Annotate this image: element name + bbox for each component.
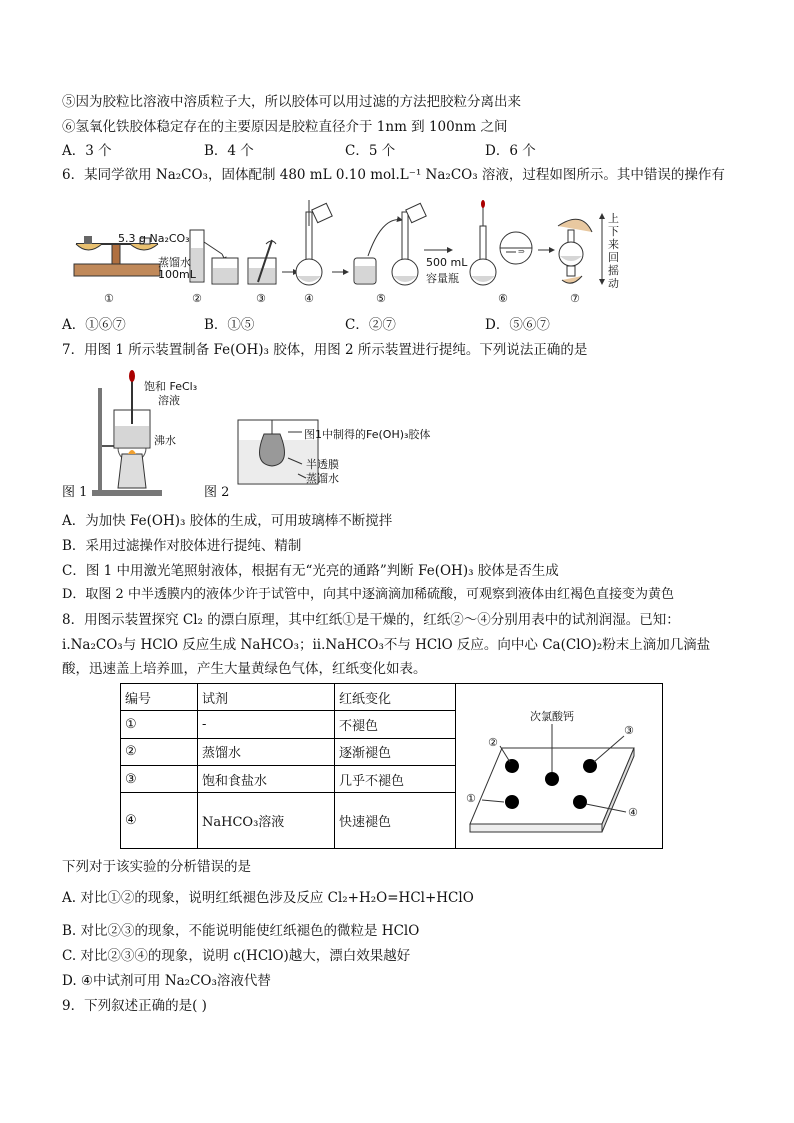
svg-text:⇒: ⇒ xyxy=(518,247,525,256)
wash-bottle-icon xyxy=(354,203,426,285)
table-header: 试剂 xyxy=(198,684,335,711)
table-cell: 几乎不褪色 xyxy=(335,765,456,792)
table-header: 红纸变化 xyxy=(335,684,456,711)
fig1-solution-label: 溶液 xyxy=(158,394,180,407)
flask-dropper-icon xyxy=(470,200,532,285)
q5-option-b[interactable]: B．4 个 xyxy=(204,143,254,159)
q8-prompt: 下列对于该实验的分析错误的是 xyxy=(62,859,251,875)
fig2-caption: 图 2 xyxy=(204,485,230,500)
table-cell: ③ xyxy=(121,765,198,792)
q8-mark-1: ① xyxy=(466,792,476,805)
q5-statement-5: ⑤因为胶粒比溶液中溶质粒子大，所以胶体可以用过滤的方法把胶粒分离出来 xyxy=(62,94,521,110)
table-cell: 蒸馏水 xyxy=(198,738,335,765)
fig2-membrane-label: 半透膜 xyxy=(306,458,339,471)
q8-petri-figure-cell xyxy=(456,684,663,849)
q6-option-a[interactable]: A．①⑥⑦ xyxy=(62,317,126,333)
q9-stem: 9．下列叙述正确的是( ) xyxy=(62,998,207,1014)
table-cell: NaHCO₃溶液 xyxy=(198,793,335,849)
paper-center-dot xyxy=(545,772,559,786)
step-2-label: ② xyxy=(192,292,202,305)
q6-flask-size: 500 mL xyxy=(426,256,468,269)
table-header: 编号 xyxy=(121,684,198,711)
q8-mark-2: ② xyxy=(488,736,498,749)
q8-option-a[interactable]: A. 对比①②的现象，说明红纸褪色涉及反应 Cl₂+H₂O=HCl+HClO xyxy=(62,890,474,906)
table-cell: 不褪色 xyxy=(335,711,456,738)
step-1-label: ① xyxy=(104,292,114,305)
q7-option-a[interactable]: A．为加快 Fe(OH)₃ 胶体的生成，可用玻璃棒不断搅拌 xyxy=(62,513,393,529)
table-cell: 饱和食盐水 xyxy=(198,765,335,792)
q7-option-b[interactable]: B．采用过滤操作对胶体进行提纯、精制 xyxy=(62,538,302,554)
q7-option-c[interactable]: C．图 1 中用激光笔照射液体，根据有无“光亮的通路”判断 Fe(OH)₃ 胶体是否生成 xyxy=(62,563,559,579)
beaker-stir-icon xyxy=(248,240,276,284)
step-5-label: ⑤ xyxy=(376,292,386,305)
q6-water-label: 蒸馏水 xyxy=(158,256,191,269)
table-cell: ② xyxy=(121,738,198,765)
q7-stem: 7．用图 1 所示装置制备 Fe(OH)₃ 胶体，用图 2 所示装置进行提纯。下列说法正确的是 xyxy=(62,342,588,358)
fig2-colloid-label: 图1中制得的Fe(OH)₃胶体 xyxy=(304,428,431,441)
q6-stem: 6．某同学欲用 Na₂CO₃，固体配制 480 mL 0.10 mol.L⁻¹ Na₂CO₃ 溶液，过程如图所示。其中错误的操作有 xyxy=(62,167,725,183)
q5-option-c[interactable]: C．5 个 xyxy=(345,143,396,159)
q6-figure xyxy=(62,196,722,308)
q6-option-c[interactable]: C．②⑦ xyxy=(345,317,396,333)
q8-stem-1: 8．用图示装置探究 Cl₂ 的漂白原理，其中红纸①是干燥的，红纸②～④分别用表中的试剂润湿。已知： xyxy=(62,612,680,628)
q6-procedure-diagram xyxy=(62,196,722,308)
q5-option-d[interactable]: D．6 个 xyxy=(485,143,536,159)
shake-flask-icon xyxy=(558,214,602,284)
q8-mark-3: ③ xyxy=(624,724,634,737)
q8-option-c[interactable]: C. 对比②③④的现象，说明 c(HClO)越大，漂白效果越好 xyxy=(62,948,411,964)
cylinder-icon xyxy=(190,230,238,284)
table-header-row xyxy=(121,684,663,711)
paper-1-dot xyxy=(505,795,519,809)
paper-4-dot xyxy=(573,795,587,809)
q8-option-b[interactable]: B. 对比②③的现象，不能说明能使红纸褪色的微粒是 HClO xyxy=(62,923,420,939)
q5-option-a[interactable]: A．3 个 xyxy=(62,143,112,159)
q7-option-d[interactable]: D．取图 2 中半透膜内的液体少许于试管中，向其中逐滴滴加稀硫酸，可观察到液体由红褐色直接变为黄色 xyxy=(62,587,674,602)
table-cell: - xyxy=(198,711,335,738)
q8-petri-figure xyxy=(456,684,662,848)
q6-water-volume: 100mL xyxy=(158,268,196,281)
fig1-caption: 图 1 xyxy=(62,485,88,500)
table-cell: ④ xyxy=(121,793,198,849)
step-3-label: ③ xyxy=(256,292,266,305)
q8-stem-2: i.Na₂CO₃与 HClO 反应生成 NaHCO₃；ii.NaHCO₃不与 HClO 反应。向中心 Ca(ClO)₂粉末上滴加几滴盐 xyxy=(62,637,711,653)
q6-mass-label: 5.3 g Na₂CO₃ xyxy=(118,232,190,245)
table-cell: 逐渐褪色 xyxy=(335,738,456,765)
q8-option-d[interactable]: D. ④中试剂可用 Na₂CO₃溶液代替 xyxy=(62,973,271,989)
flask-pour-icon xyxy=(296,200,332,285)
q6-option-d[interactable]: D．⑤⑥⑦ xyxy=(485,317,550,333)
table-cell: ① xyxy=(121,711,198,738)
step-7-label: ⑦ xyxy=(570,292,580,305)
fig1-boiling-water-label: 沸水 xyxy=(154,434,176,447)
q8-results-table xyxy=(120,683,663,849)
q8-stem-3: 酸，迅速盖上培养皿，产生大量黄绿色气体，红纸变化如表。 xyxy=(62,661,427,677)
fig1-fecl3-label: 饱和 FeCl₃ xyxy=(144,380,198,393)
q6-shake-label: 上下来回摇动 xyxy=(608,212,619,290)
fig2-water-label: 蒸馏水 xyxy=(306,472,339,485)
step-4-label: ④ xyxy=(304,292,314,305)
q6-option-b[interactable]: B．①⑤ xyxy=(204,317,255,333)
table-cell: 快速褪色 xyxy=(335,793,456,849)
q7-figures xyxy=(62,368,462,502)
q8-center-label: 次氯酸钙 xyxy=(530,710,574,723)
paper-2-dot xyxy=(505,759,519,773)
q6-flask-name: 容量瓶 xyxy=(426,272,459,285)
step-6-label: ⑥ xyxy=(498,292,508,305)
q8-mark-4: ④ xyxy=(628,806,638,819)
q5-statement-6: ⑥氢氧化铁胶体稳定存在的主要原因是胶粒直径介于 1nm 到 100nm 之间 xyxy=(62,119,508,135)
